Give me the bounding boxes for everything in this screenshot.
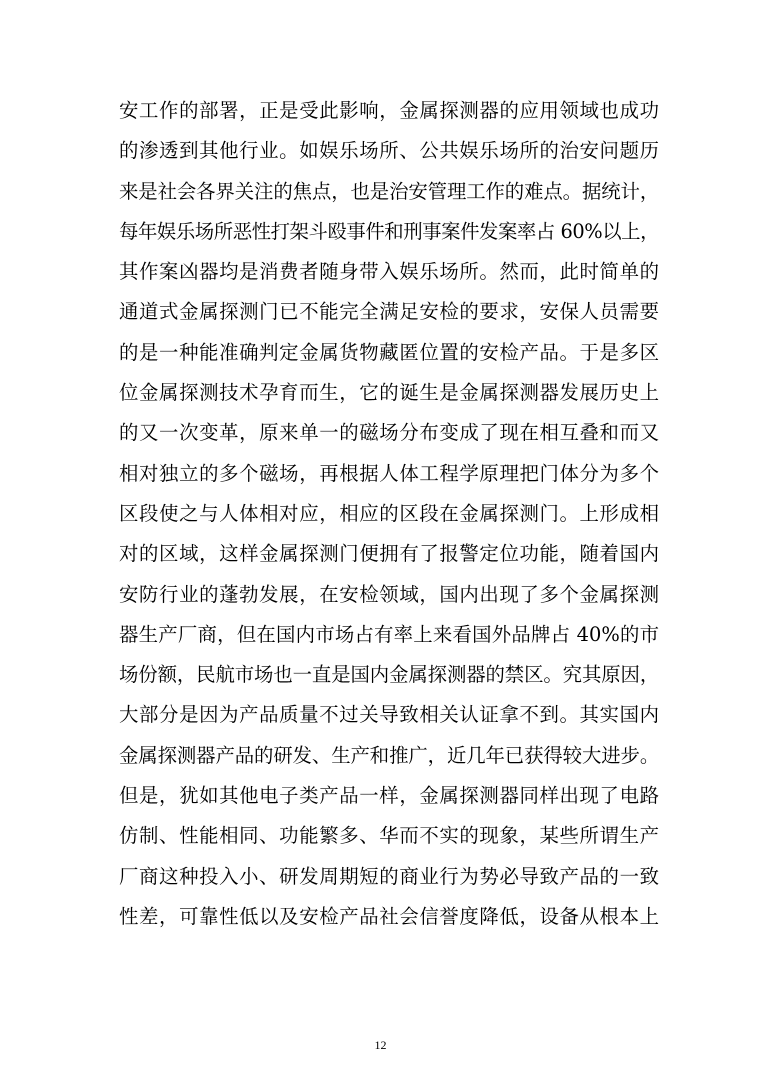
body-text	[119, 91, 659, 937]
text-line: 相对独立的多个磁场，再根据人体工程学原理把门体分为多个	[119, 461, 659, 485]
text-line: 其作案凶器均是消费者随身带入娱乐场所。然而，此时简单的	[119, 260, 659, 284]
text-line: 性差，可靠性低以及安检产品社会信誉度降低，设备从根本上	[119, 904, 659, 928]
text-line: 对的区域，这样金属探测门便拥有了报警定位功能，随着国内	[119, 542, 659, 566]
text-line: 每年娱乐场所恶性打架斗殴事件和刑事案件发案率占 60%以上，	[119, 219, 659, 243]
text-line: 的又一次变革，原来单一的磁场分布变成了现在相互叠和而又	[119, 421, 659, 445]
text-line: 的是一种能准确判定金属货物藏匿位置的安检产品。于是多区	[119, 340, 659, 364]
text-line: 仿制、性能相同、功能繁多、华而不实的现象，某些所谓生产	[119, 824, 659, 848]
text-line: 来是社会各界关注的焦点，也是治安管理工作的难点。据统计，	[119, 179, 660, 203]
text-line: 大部分是因为产品质量不过关导致相关认证拿不到。其实国内	[119, 703, 659, 727]
text-line: 的渗透到其他行业。如娱乐场所、公共娱乐场所的治安问题历	[119, 139, 659, 163]
text-line: 通道式金属探测门已不能完全满足安检的要求，安保人员需要	[119, 300, 659, 324]
text-line: 安防行业的蓬勃发展，在安检领域，国内出现了多个金属探测	[119, 582, 659, 606]
page-number: 12	[374, 1038, 387, 1052]
text-line: 金属探测器产品的研发、生产和推广，近几年已获得较大进步。	[119, 743, 660, 767]
text-line: 位金属探测技术孕育而生，它的诞生是金属探测器发展历史上	[119, 381, 659, 405]
text-line: 但是，犹如其他电子类产品一样，金属探测器同样出现了电路	[119, 784, 659, 808]
text-line: 区段使之与人体相对应，相应的区段在金属探测门。上形成相	[119, 501, 659, 525]
text-line: 厂商这种投入小、研发周期短的商业行为势必导致产品的一致	[119, 864, 659, 888]
text-line: 场份额，民航市场也一直是国内金属探测器的禁区。究其原因，	[119, 663, 660, 687]
text-line: 安工作的部署，正是受此影响，金属探测器的应用领域也成功	[119, 99, 659, 122]
text-line: 器生产厂商，但在国内市场占有率上来看国外品牌占 40%的市	[119, 622, 659, 646]
